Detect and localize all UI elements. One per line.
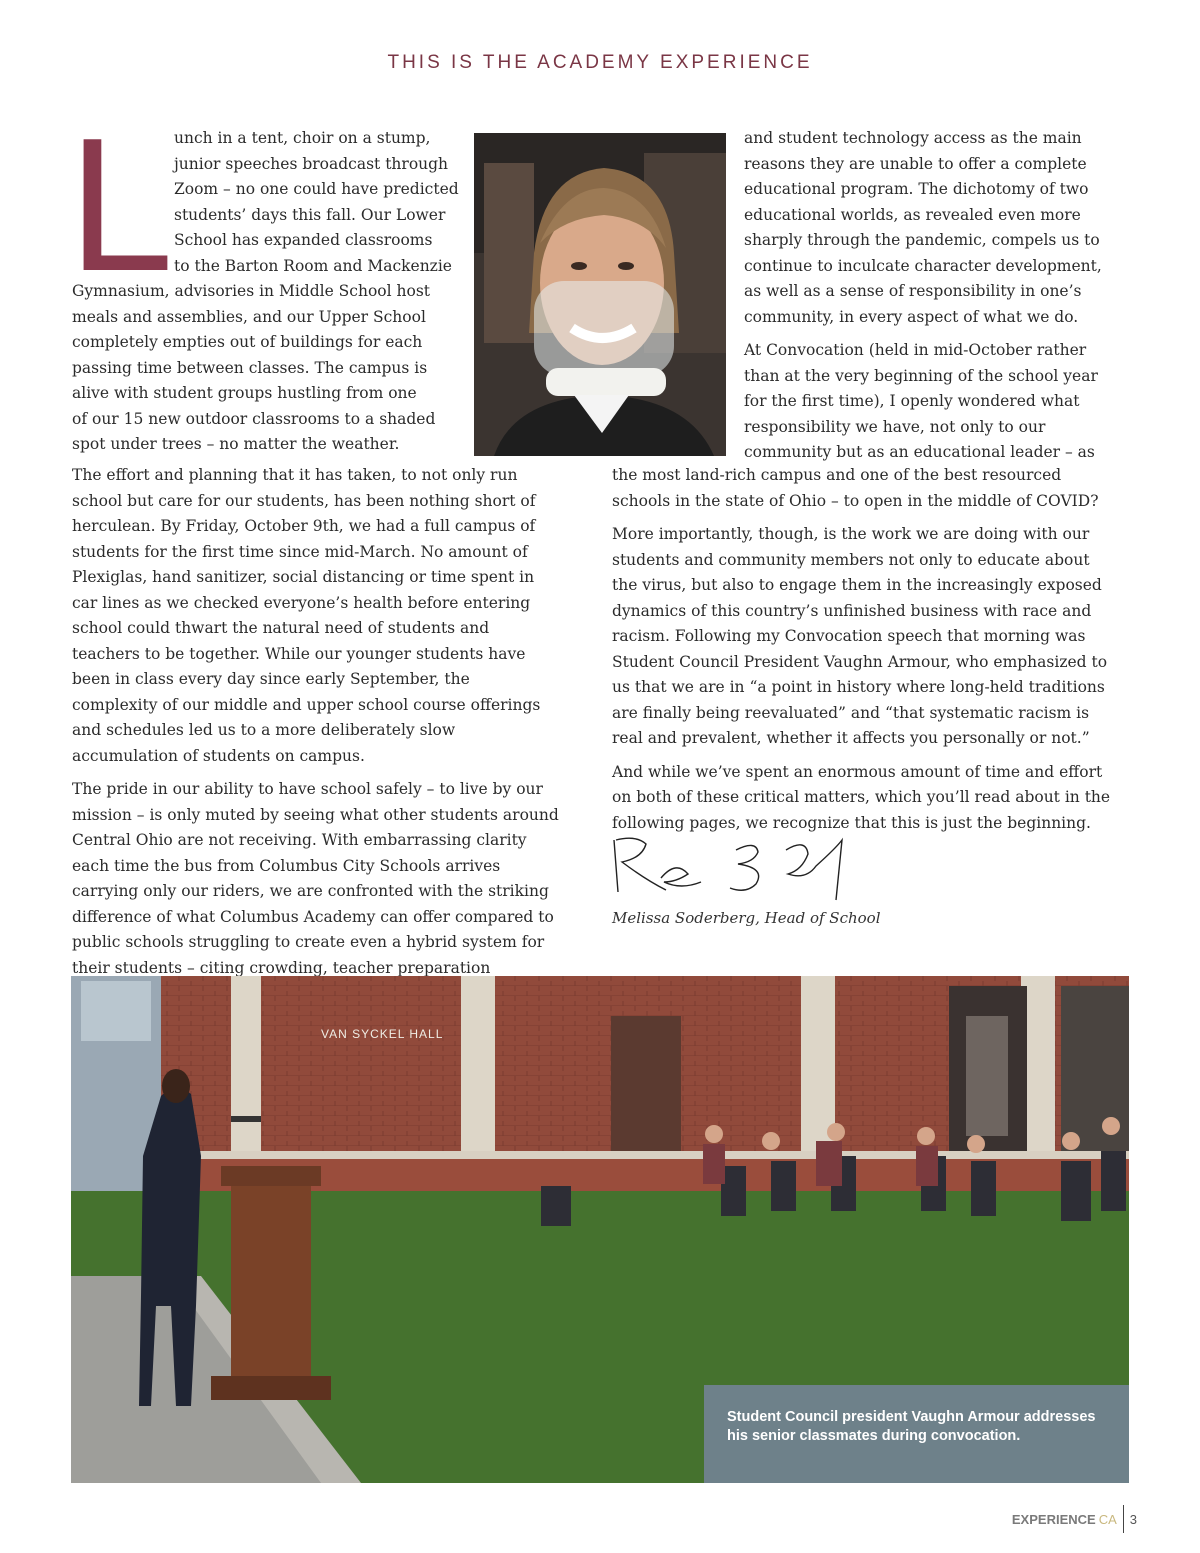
body-paragraph: The pride in our ability to have school safely – to live by our mission – is only muted by seeing what other students around Central Ohio are not receiving. With embarrassing clarity each time the bus from Columbus City Schools arrives carrying only our riders, we are confronted with the striking difference of what Columbus Academy can offer compared to public schools struggling to create even a hybrid system for their students – citing crowding, teacher preparation xyxy=(72,780,559,977)
right-column-wrapped xyxy=(744,126,1119,466)
body-paragraph: More importantly, though, is the work we are doing with our students and community members not only to educate about the virus, but also to engage them in the increasingly exposed dynamics of this country’s unfinished business with race and racism. Following my Convocation speech that morning was Student Council President Vaughn Armour, who emphasized to us that we are in “a point in history where long-held traditions are finally being reevaluated” and “that systematic racism is real and prevalent, whether it affects you personally or not.” xyxy=(612,525,1108,747)
body-paragraph: And while we’ve spent an enormous amount of time and effort on both of these critical matters, which you’ll read about in the following pages, we recognize that this is just the beginning. xyxy=(612,762,1111,832)
drop-cap-glyph: L xyxy=(68,99,174,311)
drop-cap-letter xyxy=(68,99,174,311)
page-header: THIS IS THE ACADEMY EXPERIENCE xyxy=(387,52,813,73)
right-column-body xyxy=(612,463,1112,844)
photo-caption: Student Council president Vaughn Armour addresses his senior classmates during convocation. xyxy=(727,1409,1096,1444)
intro-line: spot under trees – no matter the weather. xyxy=(72,435,400,453)
signature-caption: Melissa Soderberg, Head of School xyxy=(612,909,881,927)
footer-brand: CA xyxy=(1098,1511,1117,1527)
intro-line: passing time between classes. The campus is xyxy=(72,358,428,377)
body-paragraph: The effort and planning that it has taken, to not only run school but care for our students, has been nothing short of herculean. By Friday, October 9th, we had a full campus of students for the first time since mid-March. No amount of Plexiglas, hand sanitizer, social distancing or time spent in car lines as we checked everyone’s health before entering school could thwart the natural need of students and teachers to be together. While our younger students have been in class every day since early September, the complexity of our middle and upper school course offerings and schedules led us to a more deliberately slow accumulation of students on campus. xyxy=(72,466,541,765)
left-column-body xyxy=(72,463,560,989)
intro-line: School has expanded classrooms xyxy=(174,231,433,249)
body-paragraph: the most land-rich campus and one of the best resourced schools in the state of Ohio – to open in the middle of COVID? xyxy=(612,466,1099,510)
signature-image xyxy=(606,830,866,900)
intro-line: completely empties out of buildings for each xyxy=(72,333,423,351)
intro-wrapped-text xyxy=(174,126,474,279)
head-of-school-photo xyxy=(474,133,726,456)
page-number: 3 xyxy=(1129,1511,1137,1527)
intro-line: junior speeches broadcast through xyxy=(174,154,449,173)
intro-line: Gymnasium, advisories in Middle School host xyxy=(72,282,431,300)
intro-line: alive with student groups hustling from one xyxy=(72,384,417,402)
footer-divider xyxy=(1123,1505,1124,1533)
intro-line: to the Barton Room and Mackenzie xyxy=(174,256,452,275)
body-paragraph: and student technology access as the main reasons they are unable to offer a complete educational program. The dichotomy of two educational worlds, as revealed even more sharply through the pandemic, compels us to continue to inculcate character development, as well as a sense of responsibility in one’s community, in every aspect of what we do. xyxy=(744,129,1102,326)
footer-section: EXPERIENCE xyxy=(1011,1511,1096,1527)
intro-line: unch in a tent, choir on a stump, xyxy=(174,129,431,147)
page-footer xyxy=(1012,1505,1137,1533)
intro-line: students’ days this fall. Our Lower xyxy=(174,205,446,224)
building-sign: VAN SYCKEL HALL xyxy=(321,1027,444,1041)
intro-line: of our 15 new outdoor classrooms to a shaded xyxy=(72,409,436,428)
intro-line: meals and assemblies, and our Upper School xyxy=(72,307,426,326)
body-paragraph: At Convocation (held in mid-October rather than at the very beginning of the school year for the first time), I openly wondered what responsibility we have, not only to our community but as an educational leader – as xyxy=(744,341,1098,461)
intro-full-text xyxy=(72,279,472,458)
intro-line: Zoom – no one could have predicted xyxy=(174,180,459,198)
